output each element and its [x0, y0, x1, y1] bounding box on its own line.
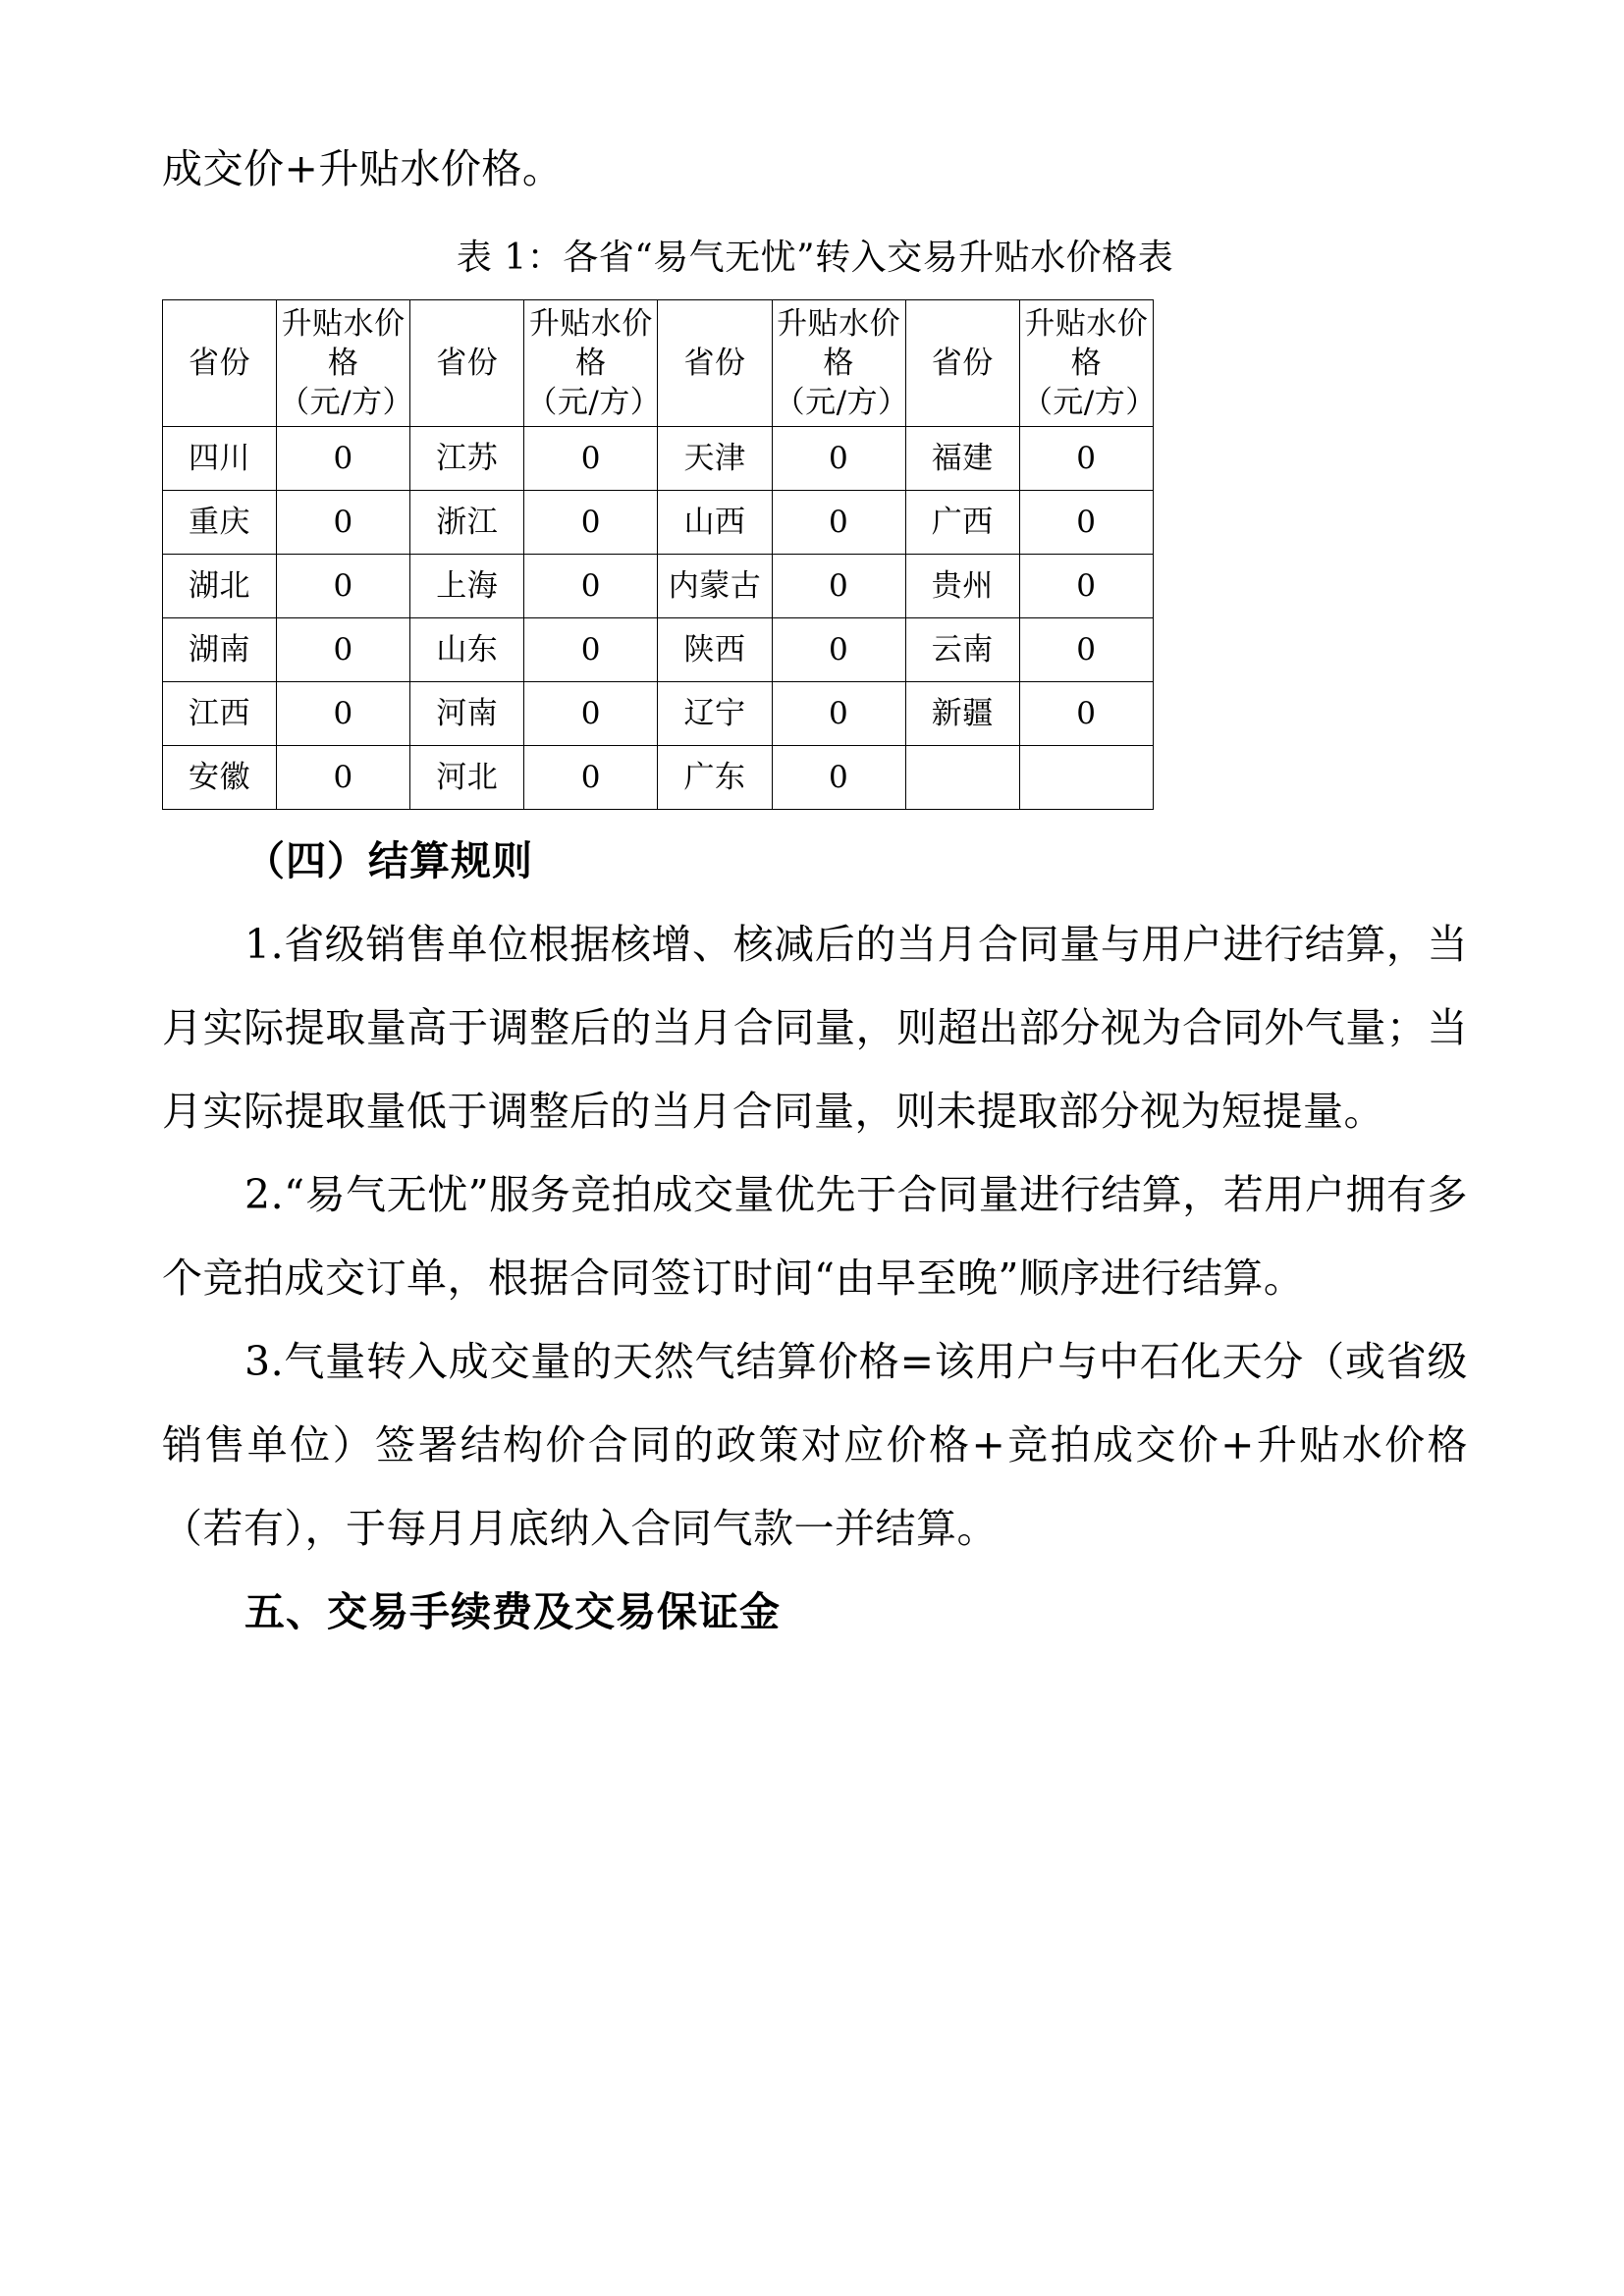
header-province-2 — [410, 300, 524, 427]
header-premium-label-4: 升贴水价格 — [1024, 306, 1149, 381]
table-cell-province: 福建 — [905, 427, 1019, 491]
table-cell-province: 山东 — [410, 618, 524, 682]
lead-paragraph: 成交价+升贴水价格。 — [162, 145, 564, 192]
table-bottom-spacer — [162, 810, 1468, 820]
table-cell-province: 湖北 — [163, 555, 277, 618]
header-province-4 — [905, 300, 1019, 427]
header-province-1 — [163, 300, 277, 427]
header-premium-2 — [524, 300, 662, 427]
table-cell-province: 湖南 — [163, 618, 277, 682]
table-cell-province: 河北 — [410, 746, 524, 810]
table-cell-province: 安徽 — [163, 746, 277, 810]
table-cell-value: 0 — [524, 618, 658, 682]
table-cell-value: 0 — [277, 746, 410, 810]
header-unit-label-3: （元/方） — [774, 385, 909, 420]
header-province-label-4: 省份 — [931, 346, 994, 381]
document-content — [162, 128, 1468, 1654]
table-row — [163, 555, 1154, 618]
table-cell-value: 0 — [1019, 682, 1153, 746]
clause-2-paragraph: 2.“易气无忧”服务竞拍成交量优先于合同量进行结算，若用户拥有多个竞拍成交订单，根据合同签订时间“由早至晚”顺序进行结算。 — [162, 1171, 1468, 1302]
table-body — [163, 427, 1154, 810]
table-cell-province: 辽宁 — [658, 682, 772, 746]
table-cell-province: 云南 — [905, 618, 1019, 682]
table-cell-province: 江苏 — [410, 427, 524, 491]
table-cell-province: 江西 — [163, 682, 277, 746]
table-cell-value: 0 — [277, 618, 410, 682]
header-premium-label-2: 升贴水价格 — [528, 306, 653, 381]
header-unit-label-4: （元/方） — [1021, 385, 1157, 420]
table-cell-value: 0 — [772, 682, 905, 746]
table-cell-value: 0 — [524, 746, 658, 810]
table-row — [163, 618, 1154, 682]
header-premium-4 — [1019, 300, 1157, 427]
table-cell-province: 新疆 — [905, 682, 1019, 746]
table-header-row — [163, 300, 1154, 427]
header-province-label-2: 省份 — [436, 346, 499, 381]
table-cell-value: 0 — [524, 427, 658, 491]
header-unit-label-1: （元/方） — [279, 385, 414, 420]
clause-3-paragraph: 3.气量转入成交量的天然气结算价格=该用户与中石化天分（或省级销售单位）签署结构价合同的政策对应价格+竞拍成交价+升贴水价格（若有），于每月月底纳入合同气款一并结算。 — [162, 1338, 1468, 1552]
table-row — [163, 427, 1154, 491]
header-premium-3 — [772, 300, 909, 427]
table-cell-value: 0 — [772, 491, 905, 555]
table-cell-value: 0 — [1019, 618, 1153, 682]
table-cell-value: 0 — [277, 555, 410, 618]
table-cell-province: 重庆 — [163, 491, 277, 555]
header-province-label-3: 省份 — [683, 346, 746, 381]
table-cell-value: 0 — [772, 555, 905, 618]
table-cell-value: 0 — [772, 618, 905, 682]
table-cell-value: 0 — [524, 491, 658, 555]
table-cell-province: 天津 — [658, 427, 772, 491]
header-province-label-1: 省份 — [189, 346, 251, 381]
header-unit-label-2: （元/方） — [526, 385, 662, 420]
table-cell-value: 0 — [772, 746, 905, 810]
table-caption: 表 1：各省“易气无忧”转入交易升贴水价格表 — [456, 238, 1174, 278]
table-cell-province: 广西 — [905, 491, 1019, 555]
table-cell-value: 0 — [277, 682, 410, 746]
table-cell-value: 0 — [772, 427, 905, 491]
table-cell-value: 0 — [277, 491, 410, 555]
header-premium-label-1: 升贴水价格 — [281, 306, 406, 381]
premium-price-table — [162, 299, 1157, 810]
table-cell-province: 广东 — [658, 746, 772, 810]
table-cell-value: 0 — [1019, 491, 1153, 555]
section-heading-settlement-rules: （四）结算规则 — [244, 837, 533, 884]
table-header — [163, 300, 1157, 427]
header-premium-1 — [277, 300, 414, 427]
table-cell-province: 内蒙古 — [658, 555, 772, 618]
table-cell-value: 0 — [1019, 427, 1153, 491]
table-row — [163, 746, 1154, 810]
section-heading-fees-and-deposit: 五、交易手续费及交易保证金 — [244, 1588, 781, 1635]
table-row — [163, 682, 1154, 746]
clause-1-paragraph: 1.省级销售单位根据核增、核减后的当月合同量与用户进行结算，当月实际提取量高于调整后的当月合同量，则超出部分视为合同外气量；当月实际提取量低于调整后的当月合同量，则未提取部分视为短提量。 — [162, 921, 1468, 1135]
header-premium-label-3: 升贴水价格 — [777, 306, 901, 381]
table-cell-value: 0 — [524, 682, 658, 746]
header-province-3 — [658, 300, 772, 427]
table-cell-province-empty — [905, 746, 1019, 810]
table-cell-province: 山西 — [658, 491, 772, 555]
table-cell-value-empty — [1019, 746, 1153, 810]
table-cell-value: 0 — [524, 555, 658, 618]
table-cell-province: 贵州 — [905, 555, 1019, 618]
table-cell-province: 四川 — [163, 427, 277, 491]
table-cell-province: 浙江 — [410, 491, 524, 555]
table-cell-value: 0 — [1019, 555, 1153, 618]
table-cell-province: 河南 — [410, 682, 524, 746]
table-cell-province: 上海 — [410, 555, 524, 618]
table-cell-value: 0 — [277, 427, 410, 491]
table-cell-province: 陕西 — [658, 618, 772, 682]
table-row — [163, 491, 1154, 555]
